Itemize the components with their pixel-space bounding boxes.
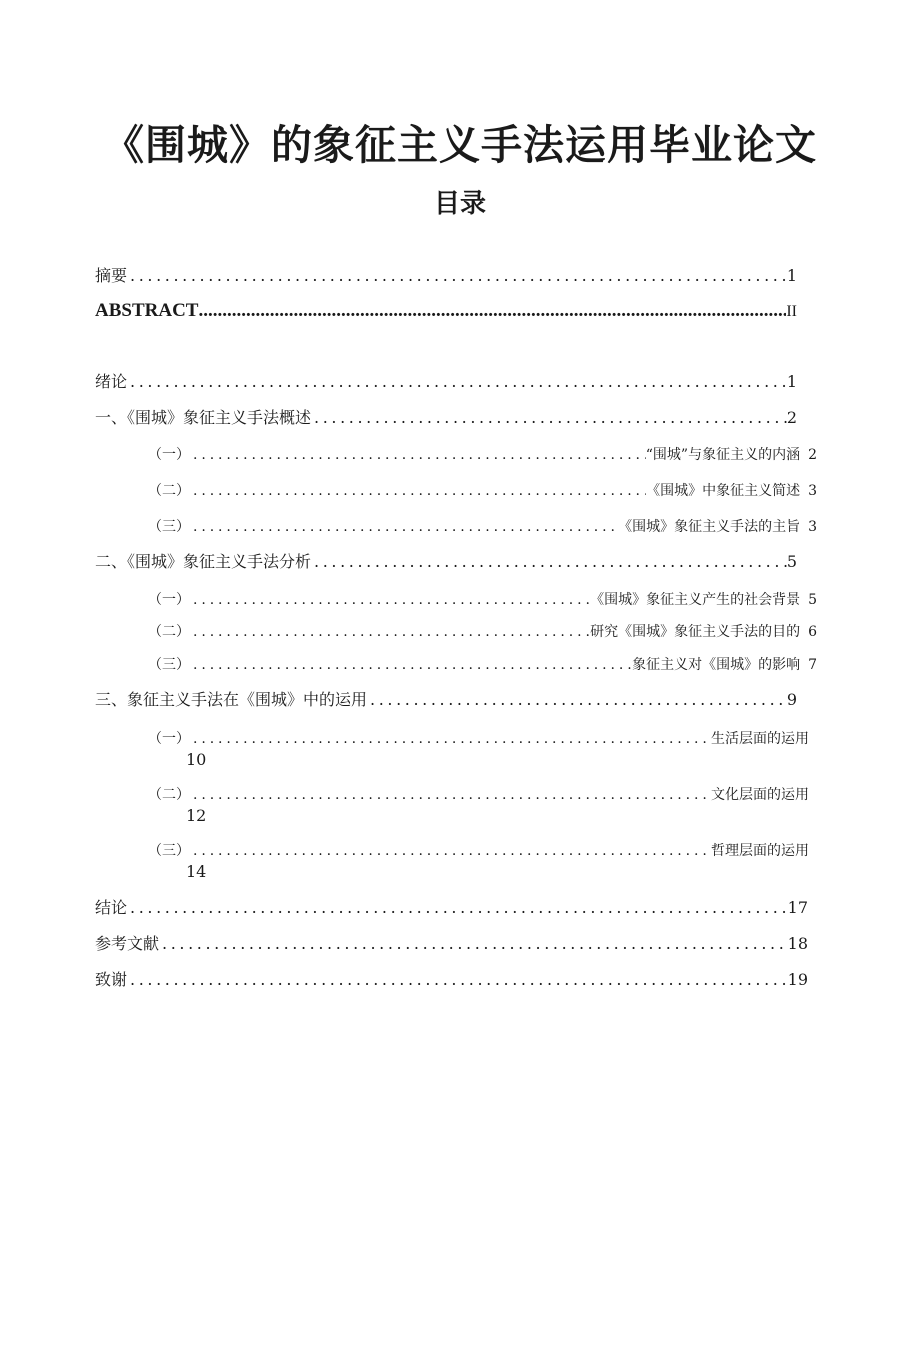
- toc-sub-title: 《围城》象征主义手法的主旨: [618, 519, 801, 535]
- toc-sub-number: （一）: [148, 731, 190, 747]
- toc-sub-number: （三）: [148, 843, 190, 859]
- toc-entry-label: 二、《围城》象征主义手法分析: [95, 552, 312, 571]
- toc-sub-title: “围城”与象征主义的内涵: [645, 447, 801, 463]
- toc-page-number: 3: [808, 483, 817, 499]
- toc-entry-3-3[interactable]: [148, 841, 809, 861]
- toc-entry-1-2[interactable]: [148, 481, 817, 501]
- toc-page-number: 2: [786, 408, 797, 427]
- toc-page-number: 10: [186, 750, 207, 769]
- toc-entry-1-3[interactable]: [148, 517, 817, 537]
- toc-entry-abstract-cn[interactable]: [95, 266, 797, 286]
- toc-sub-title: 《围城》象征主义产生的社会背景: [590, 592, 801, 608]
- toc-leader-dots: [127, 970, 788, 990]
- toc-sub-title: 文化层面的运用: [711, 787, 809, 803]
- toc-sub-number: （一）: [148, 447, 190, 463]
- toc-sub-number: （三）: [148, 657, 190, 673]
- toc-page-number: 9: [786, 690, 797, 709]
- toc-page-number: 5: [808, 592, 817, 608]
- toc-entry-1-1[interactable]: [148, 445, 817, 465]
- toc-leader-dots: [127, 266, 787, 286]
- toc-page-number: 18: [787, 934, 808, 953]
- toc-page-number: 19: [787, 970, 808, 989]
- toc-sub-number: （二）: [148, 483, 190, 499]
- toc-leader-dots: [127, 898, 788, 918]
- toc-entry-label: 结论: [95, 898, 128, 917]
- toc-leader-dots: [190, 445, 646, 465]
- toc-page-number: 17: [787, 898, 808, 917]
- toc-sub-title: 研究《围城》象征主义手法的目的: [590, 624, 801, 640]
- toc-leader-dots: [367, 690, 787, 710]
- toc-leader-dots: [311, 552, 787, 572]
- toc-sub-number: （二）: [148, 624, 190, 640]
- toc-page-number: 2: [808, 447, 817, 463]
- toc-sub-number: （一）: [148, 592, 190, 608]
- toc-page-number: 3: [808, 519, 817, 535]
- toc-leader-dots: [190, 655, 632, 675]
- toc-page-number: 14: [186, 862, 207, 881]
- toc-entry-2-1[interactable]: [148, 590, 817, 610]
- toc-entry-label: 参考文献: [95, 934, 160, 953]
- toc-leader-dots: [127, 372, 787, 392]
- document-title: 《围城》的象征主义手法运用毕业论文: [103, 121, 817, 169]
- toc-leader-dots: [311, 408, 787, 428]
- toc-leader-dots: [159, 934, 788, 954]
- toc-heading: 目录: [433, 189, 486, 219]
- toc-sub-title: 象征主义对《围城》的影响: [632, 657, 801, 673]
- toc-entry-3-2[interactable]: [148, 785, 809, 805]
- toc-entry-label: 一、《围城》象征主义手法概述: [95, 408, 312, 427]
- toc-entry-3-1[interactable]: [148, 729, 809, 749]
- toc-entry-2-3[interactable]: [148, 655, 817, 675]
- toc-sub-title: 生活层面的运用: [711, 731, 809, 747]
- toc-page-number: 7: [808, 657, 817, 673]
- toc-entry-intro[interactable]: [95, 372, 797, 392]
- toc-entry-label: ABSTRACT: [95, 300, 199, 321]
- toc-page-number: 12: [186, 806, 207, 825]
- toc-entry-chapter-2[interactable]: [95, 552, 797, 572]
- toc-leader-dots: [190, 841, 711, 861]
- toc-leader-dots: [190, 729, 711, 749]
- toc-leader-dots: [190, 517, 618, 537]
- toc-entry-label: 三、象征主义手法在《围城》中的运用: [95, 690, 368, 709]
- toc-leader-dots: [198, 301, 786, 321]
- toc-page-number: II: [786, 303, 797, 320]
- toc-leader-dots: [190, 481, 646, 501]
- toc-entry-label: 绪论: [95, 372, 128, 391]
- toc-entry-conclusion[interactable]: [95, 898, 808, 918]
- toc-page-number: 6: [808, 624, 817, 640]
- toc-sub-title: 《围城》中象征主义简述: [646, 483, 801, 499]
- toc-entry-references[interactable]: [95, 934, 808, 954]
- toc-entry-2-2[interactable]: [148, 622, 817, 642]
- toc-entry-chapter-3[interactable]: [95, 690, 797, 710]
- toc-leader-dots: [190, 785, 711, 805]
- toc-sub-number: （二）: [148, 787, 190, 803]
- toc-sub-title: 哲理层面的运用: [711, 843, 809, 859]
- toc-leader-dots: [190, 622, 590, 642]
- toc-entry-label: 摘要: [95, 266, 128, 285]
- toc-entry-abstract-en[interactable]: [95, 301, 797, 322]
- toc-leader-dots: [190, 590, 590, 610]
- toc-entry-acknowledgements[interactable]: [95, 970, 808, 990]
- toc-page-number: 1: [786, 266, 797, 285]
- toc-page-number: 5: [786, 552, 797, 571]
- toc-entry-chapter-1[interactable]: [95, 408, 797, 428]
- toc-page-number: 1: [786, 372, 797, 391]
- toc-sub-number: （三）: [148, 519, 190, 535]
- toc-entry-label: 致谢: [95, 970, 128, 989]
